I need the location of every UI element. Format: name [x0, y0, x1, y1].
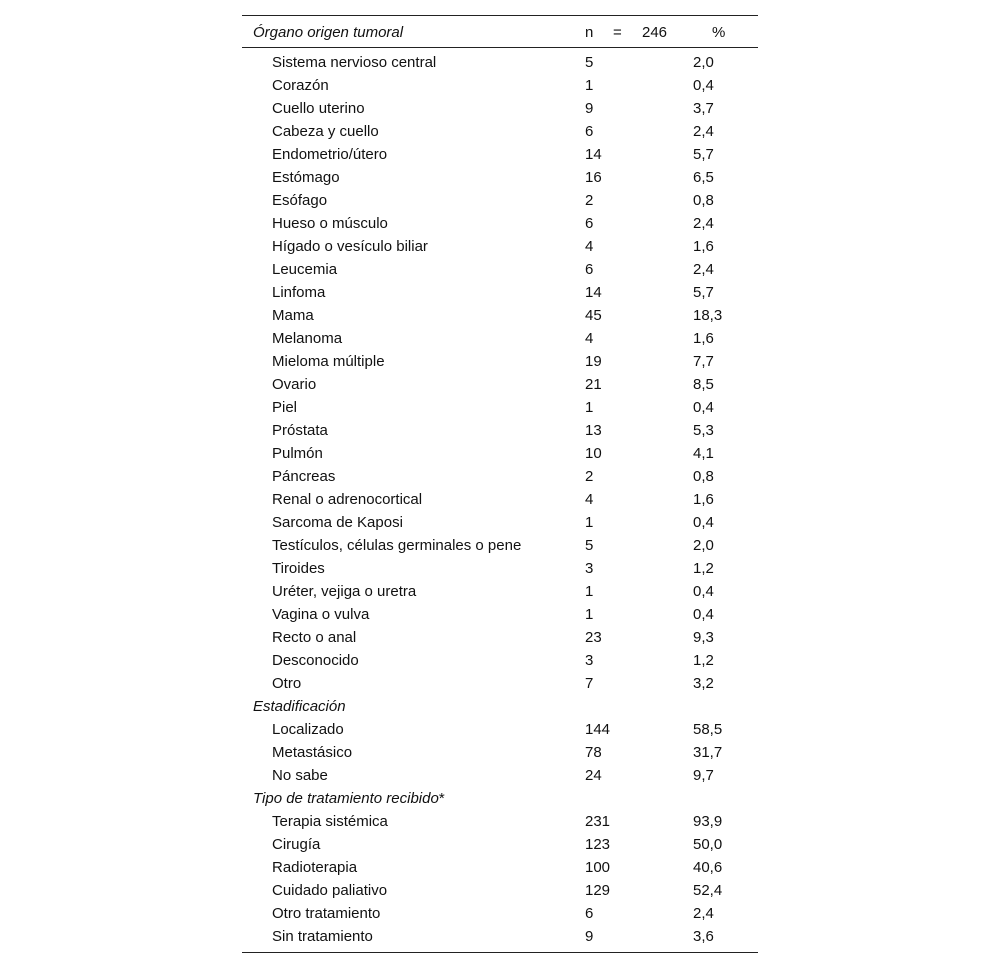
- table-row: [242, 878, 758, 901]
- row-label: Próstata: [272, 422, 328, 439]
- row-n: 14: [585, 284, 602, 301]
- table-row: [242, 464, 758, 487]
- row-label: Endometrio/útero: [272, 146, 388, 163]
- row-label: Otro tratamiento: [272, 905, 381, 922]
- table-header: [242, 16, 758, 47]
- row-label: Melanoma: [272, 330, 343, 347]
- row-percent: 2,0: [693, 537, 714, 554]
- header-equals: =: [613, 24, 622, 41]
- row-n: 1: [585, 583, 594, 600]
- table-row: [242, 73, 758, 96]
- row-label: Mama: [272, 307, 314, 324]
- row-n: 4: [585, 238, 594, 255]
- row-label: Linfoma: [272, 284, 326, 301]
- row-n: 144: [585, 721, 611, 738]
- row-label: Hígado o vesículo biliar: [272, 238, 428, 255]
- row-percent: 1,6: [693, 330, 714, 347]
- row-n: 123: [585, 836, 611, 853]
- row-percent: 5,3: [693, 422, 714, 439]
- row-n: 1: [585, 514, 594, 531]
- row-percent: 5,7: [693, 146, 714, 163]
- row-percent: 1,6: [693, 491, 714, 508]
- table-bottom-rule: [242, 952, 758, 953]
- table-row: [242, 487, 758, 510]
- row-label: Otro: [272, 675, 302, 692]
- table-row: [242, 717, 758, 740]
- header-percent: %: [712, 24, 726, 41]
- row-percent: 93,9: [693, 813, 723, 830]
- row-n: 9: [585, 100, 594, 117]
- section-treatment: [242, 786, 758, 809]
- row-percent: 52,4: [693, 882, 723, 899]
- row-label: Desconocido: [272, 652, 359, 669]
- section-staging: [242, 694, 758, 717]
- table-row: [242, 671, 758, 694]
- row-n: 3: [585, 560, 594, 577]
- row-label: Renal o adrenocortical: [272, 491, 423, 508]
- row-percent: 31,7: [693, 744, 723, 761]
- table-row: [242, 303, 758, 326]
- row-n: 7: [585, 675, 594, 692]
- footnote-mark: *: [438, 790, 445, 807]
- table-row: [242, 924, 758, 947]
- row-percent: 3,7: [693, 100, 714, 117]
- section-title: Estadificación: [253, 698, 346, 715]
- row-n: 21: [585, 376, 602, 393]
- table-row: [242, 119, 758, 142]
- row-n: 19: [585, 353, 602, 370]
- row-label: Localizado: [272, 721, 344, 738]
- row-percent: 0,4: [693, 399, 714, 416]
- table-row: [242, 50, 758, 73]
- row-label: Piel: [272, 399, 298, 416]
- row-label: Terapia sistémica: [272, 813, 388, 830]
- row-percent: 2,4: [693, 123, 714, 140]
- row-label: Corazón: [272, 77, 329, 94]
- row-percent: 1,6: [693, 238, 714, 255]
- row-percent: 2,4: [693, 261, 714, 278]
- row-n: 78: [585, 744, 602, 761]
- row-percent: 2,4: [693, 215, 714, 232]
- row-n: 6: [585, 215, 594, 232]
- row-percent: 18,3: [693, 307, 723, 324]
- row-percent: 58,5: [693, 721, 723, 738]
- row-n: 2: [585, 468, 594, 485]
- tumor-origin-table: [242, 15, 758, 953]
- row-percent: 9,3: [693, 629, 714, 646]
- row-n: 4: [585, 330, 594, 347]
- row-label: Sin tratamiento: [272, 928, 373, 945]
- row-label: Uréter, vejiga o uretra: [272, 583, 417, 600]
- row-percent: 6,5: [693, 169, 714, 186]
- table-row: [242, 579, 758, 602]
- row-percent: 5,7: [693, 284, 714, 301]
- row-label: Estómago: [272, 169, 340, 186]
- table-row: [242, 395, 758, 418]
- table-row: [242, 257, 758, 280]
- table-row: [242, 280, 758, 303]
- row-percent: 0,4: [693, 77, 714, 94]
- row-label: Cirugía: [272, 836, 321, 853]
- row-label: Leucemia: [272, 261, 338, 278]
- row-n: 5: [585, 54, 594, 71]
- row-n: 1: [585, 606, 594, 623]
- row-label: Pulmón: [272, 445, 323, 462]
- table-row: [242, 165, 758, 188]
- table-row: [242, 832, 758, 855]
- table-row: [242, 510, 758, 533]
- section-title: Tipo de tratamiento recibido: [253, 790, 439, 807]
- table-row: [242, 556, 758, 579]
- row-n: 23: [585, 629, 602, 646]
- row-n: 45: [585, 307, 602, 324]
- table-row: [242, 625, 758, 648]
- row-percent: 3,6: [693, 928, 714, 945]
- table-row: [242, 648, 758, 671]
- row-n: 2: [585, 192, 594, 209]
- table-row: [242, 533, 758, 556]
- row-n: 6: [585, 261, 594, 278]
- table-row: [242, 211, 758, 234]
- table-row: [242, 809, 758, 832]
- table-row: [242, 855, 758, 878]
- row-label: Esófago: [272, 192, 328, 209]
- table-row: [242, 188, 758, 211]
- row-n: 231: [585, 813, 611, 830]
- row-n: 4: [585, 491, 594, 508]
- row-label: Páncreas: [272, 468, 336, 485]
- row-percent: 1,2: [693, 560, 714, 577]
- table-row: [242, 602, 758, 625]
- row-label: Mieloma múltiple: [272, 353, 385, 370]
- row-label: Cuidado paliativo: [272, 882, 388, 899]
- header-total: 246: [642, 24, 668, 41]
- table-row: [242, 349, 758, 372]
- row-n: 9: [585, 928, 594, 945]
- row-percent: 0,8: [693, 192, 714, 209]
- row-n: 3: [585, 652, 594, 669]
- row-percent: 7,7: [693, 353, 714, 370]
- row-label: No sabe: [272, 767, 328, 784]
- row-label: Recto o anal: [272, 629, 357, 646]
- row-n: 14: [585, 146, 602, 163]
- row-percent: 8,5: [693, 376, 714, 393]
- row-percent: 0,4: [693, 606, 714, 623]
- row-percent: 2,4: [693, 905, 714, 922]
- table-row: [242, 441, 758, 464]
- table-row: [242, 234, 758, 257]
- table-row: [242, 326, 758, 349]
- row-n: 16: [585, 169, 602, 186]
- table-body: [242, 48, 758, 952]
- table-row: [242, 418, 758, 441]
- header-title: Órgano origen tumoral: [253, 24, 404, 41]
- row-n: 6: [585, 905, 594, 922]
- row-label: Cabeza y cuello: [272, 123, 379, 140]
- row-label: Sarcoma de Kaposi: [272, 514, 403, 531]
- header-n: n: [585, 24, 594, 41]
- row-percent: 1,2: [693, 652, 714, 669]
- table-row: [242, 763, 758, 786]
- row-label: Tiroides: [272, 560, 325, 577]
- row-label: Cuello uterino: [272, 100, 365, 117]
- row-percent: 0,4: [693, 583, 714, 600]
- row-label: Hueso o músculo: [272, 215, 388, 232]
- row-percent: 40,6: [693, 859, 723, 876]
- row-label: Sistema nervioso central: [272, 54, 437, 71]
- row-percent: 4,1: [693, 445, 714, 462]
- row-percent: 0,4: [693, 514, 714, 531]
- row-label: Ovario: [272, 376, 317, 393]
- row-n: 10: [585, 445, 602, 462]
- table-row: [242, 740, 758, 763]
- row-n: 129: [585, 882, 611, 899]
- row-n: 100: [585, 859, 611, 876]
- row-label: Testículos, células germinales o pene: [272, 537, 522, 554]
- table-row: [242, 142, 758, 165]
- row-n: 6: [585, 123, 594, 140]
- row-n: 13: [585, 422, 602, 439]
- row-n: 1: [585, 77, 594, 94]
- row-label: Metastásico: [272, 744, 353, 761]
- row-percent: 9,7: [693, 767, 714, 784]
- row-label: Radioterapia: [272, 859, 358, 876]
- table-row: [242, 901, 758, 924]
- row-percent: 3,2: [693, 675, 714, 692]
- table-row: [242, 372, 758, 395]
- row-percent: 2,0: [693, 54, 714, 71]
- row-n: 5: [585, 537, 594, 554]
- row-percent: 50,0: [693, 836, 723, 853]
- row-label: Vagina o vulva: [272, 606, 370, 623]
- row-percent: 0,8: [693, 468, 714, 485]
- table-row: [242, 96, 758, 119]
- row-n: 24: [585, 767, 602, 784]
- row-n: 1: [585, 399, 594, 416]
